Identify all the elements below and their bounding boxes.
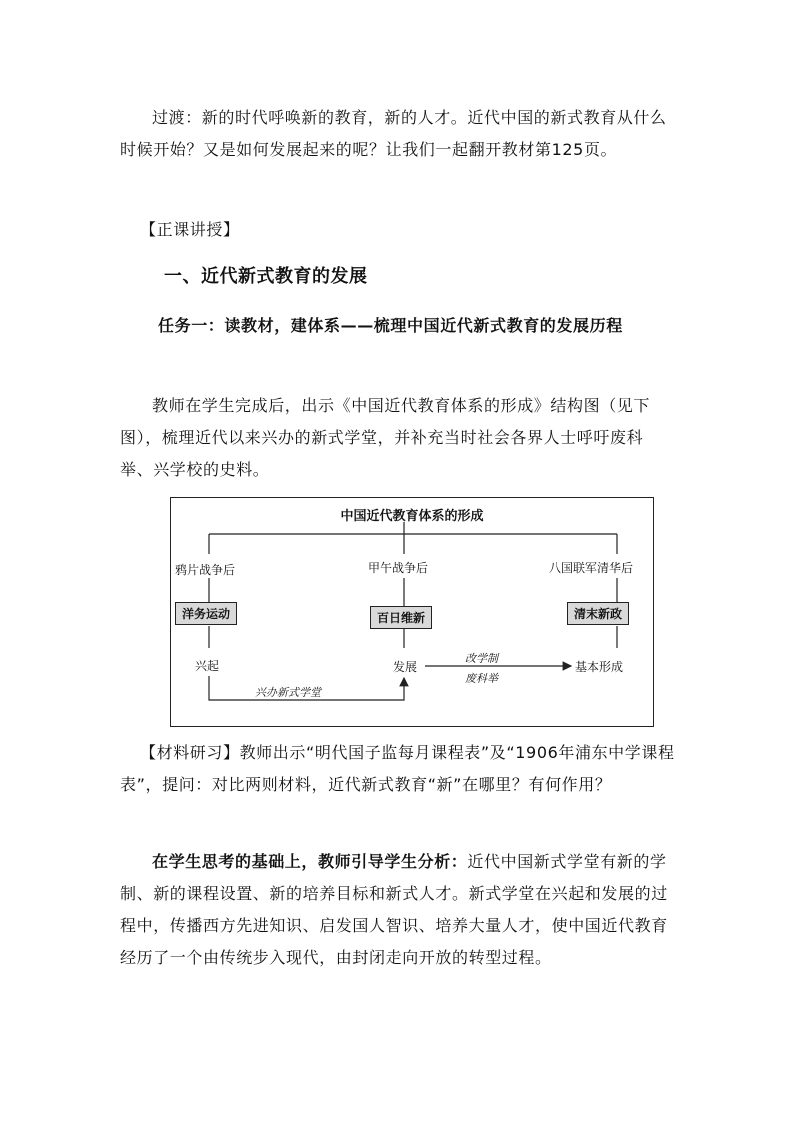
transition-paragraph: 过渡：新的时代呼唤新的教育，新的人才。近代中国的新式教育从什么时候开始？又是如何发展起来的呢？让我们一起翻开教材第125页。: [120, 108, 667, 159]
arrow-bottom-label: 兴办新式学堂: [255, 686, 321, 699]
analysis-paragraph: [120, 846, 676, 974]
arrow-right-bottom-label: 废科举: [465, 672, 498, 685]
col3-stage: 基本形成: [575, 660, 624, 674]
task-heading: 任务一：读教材，建体系——梳理中国近代新式教育的发展历程: [158, 316, 623, 335]
col2-box: 百日维新: [370, 606, 432, 629]
col1-stage: 兴起: [195, 659, 220, 673]
teacher-shows-paragraph: 教师在学生完成后，出示《中国近代教育体系的形成》结构图（见下图），梳理近代以来兴办的新式学堂，并补充当时社会各界人士呼吁废科举、兴学校的史料。: [120, 396, 651, 479]
col1-box: 洋务运动: [175, 602, 237, 625]
analysis-body: 近代中国新式学堂有新的学制、新的课程设置、新的培养目标和新式人才。新式学堂在兴起和发展的过程中，传播西方先进知识、启发国人智识、培养大量人才，使中国近代教育经历了一个由传统步入现代，由封闭走向开放的转型过程。: [120, 852, 668, 967]
analysis-lead: 在学生思考的基础上，教师引导学生分析：: [152, 852, 468, 871]
col2-stage: 发展: [393, 660, 418, 674]
diagram-title: 中国近代教育体系的形成: [340, 509, 484, 524]
lecture-heading: 【正课讲授】: [140, 220, 240, 239]
section-heading: 一、近代新式教育的发展: [164, 266, 368, 287]
col1-context: 鸦片战争后: [175, 563, 236, 577]
arrow-right-top-label: 改学制: [465, 652, 498, 665]
material-study-paragraph: 【材料研习】教师出示“明代国子监每月课程表”及“1906年浦东中学课程表”，提问：对比两则材料，近代新式教育“新”在哪里？有何作用？: [120, 743, 675, 794]
education-system-diagram: [170, 497, 654, 727]
col3-context: 八国联军清华后: [549, 561, 634, 575]
col2-context: 甲午战争后: [368, 561, 429, 575]
col3-box: 清末新政: [567, 602, 629, 625]
